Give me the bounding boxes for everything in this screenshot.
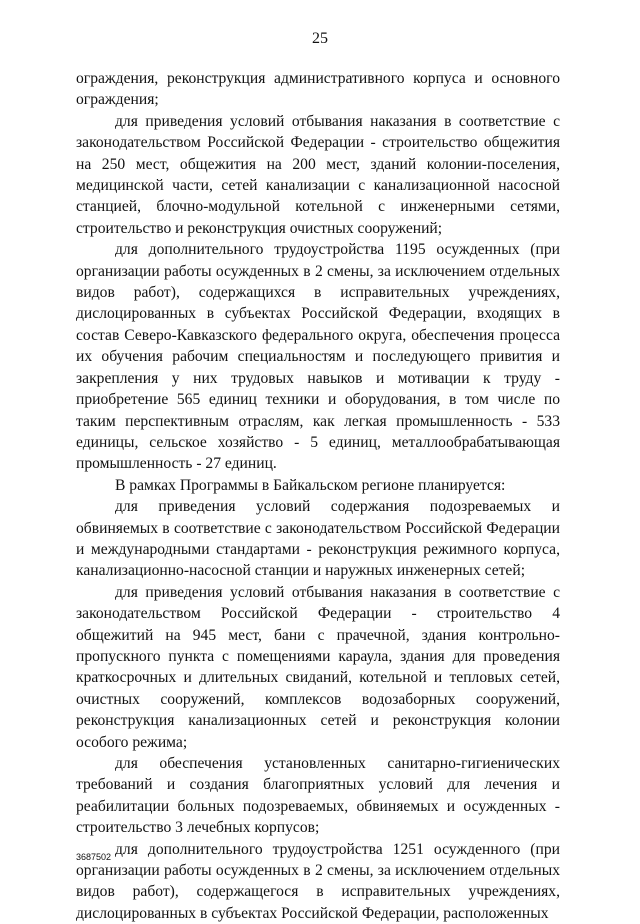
paragraph: ограждения, реконструкция административного корпуса и основного ограждения; bbox=[76, 70, 560, 109]
paragraph: для дополнительного трудоустройства 1251 осужденного (при организации работы осужденных в 2 смены, за исключением отдельных видов работ), содержащегося в исправительных учреждениях, дислоцированных в субъектах Российской Федерации, расположенных bbox=[76, 840, 560, 922]
paragraph: для дополнительного трудоустройства 1195 осужденных (при организации работы осужденных в 2 смены, за исключением отдельных видов работ), содержащихся в исправительных учреждениях, дислоцированных в субъектах Российской Федерации, входящих в состав Северо-Кавказского федерального округа, обеспечения процесса их обучения рабочим специальностям и последующего привития и закрепления у них трудовых навыков и мотивации к труду - приобретение 565 единиц техники и оборудования, в том числе по таким перспективным отраслям, как легкая промышленность - 533 единицы, сельское хозяйство - 5 единиц, металлообрабатывающая промышленность - 27 единиц. bbox=[76, 241, 560, 473]
paragraph: для приведения условий отбывания наказания в соответствие с законодательством Российской Федерации - строительство общежития на 250 мест, общежития на 200 мест, зданий колонии-поселения, медицинской части, сетей канализации с канализационной насосной станцией, блочно-модульной котельной с инженерными сетями, строительство и реконструкция очистных сооружений; bbox=[76, 112, 560, 237]
document-code: 3687502 bbox=[76, 852, 112, 862]
paragraph: для обеспечения установленных санитарно-гигиенических требований и создания благоприятных условий для лечения и реабилитации больных подозреваемых, обвиняемых и осужденных - строительство 3 лечебных корпусов; bbox=[76, 755, 560, 837]
paragraph: для приведения условий отбывания наказания в соответствие с законодательством Российской Федерации - строительство 4 общежитий на 945 мест, бани с прачечной, здания контрольно-пропускного пункта с помещениями караула, здания для проведения краткосрочных и длительных свиданий, котельной и тепловых сетей, очистных сооружений, комплексов водозаборных сооружений, реконструкция канализационных сетей и реконструкция колонии особого режима; bbox=[76, 583, 560, 751]
paragraph: для приведения условий содержания подозреваемых и обвиняемых в соответствие с законодательством Российской Федерации и международными стандартами - реконструкция режимного корпуса, канализационно-насосной станции и наружных инженерных сетей; bbox=[76, 498, 560, 580]
document-body bbox=[76, 68, 560, 924]
page-number: 25 bbox=[312, 30, 328, 47]
paragraph: В рамках Программы в Байкальском регионе планируется: bbox=[115, 476, 506, 494]
